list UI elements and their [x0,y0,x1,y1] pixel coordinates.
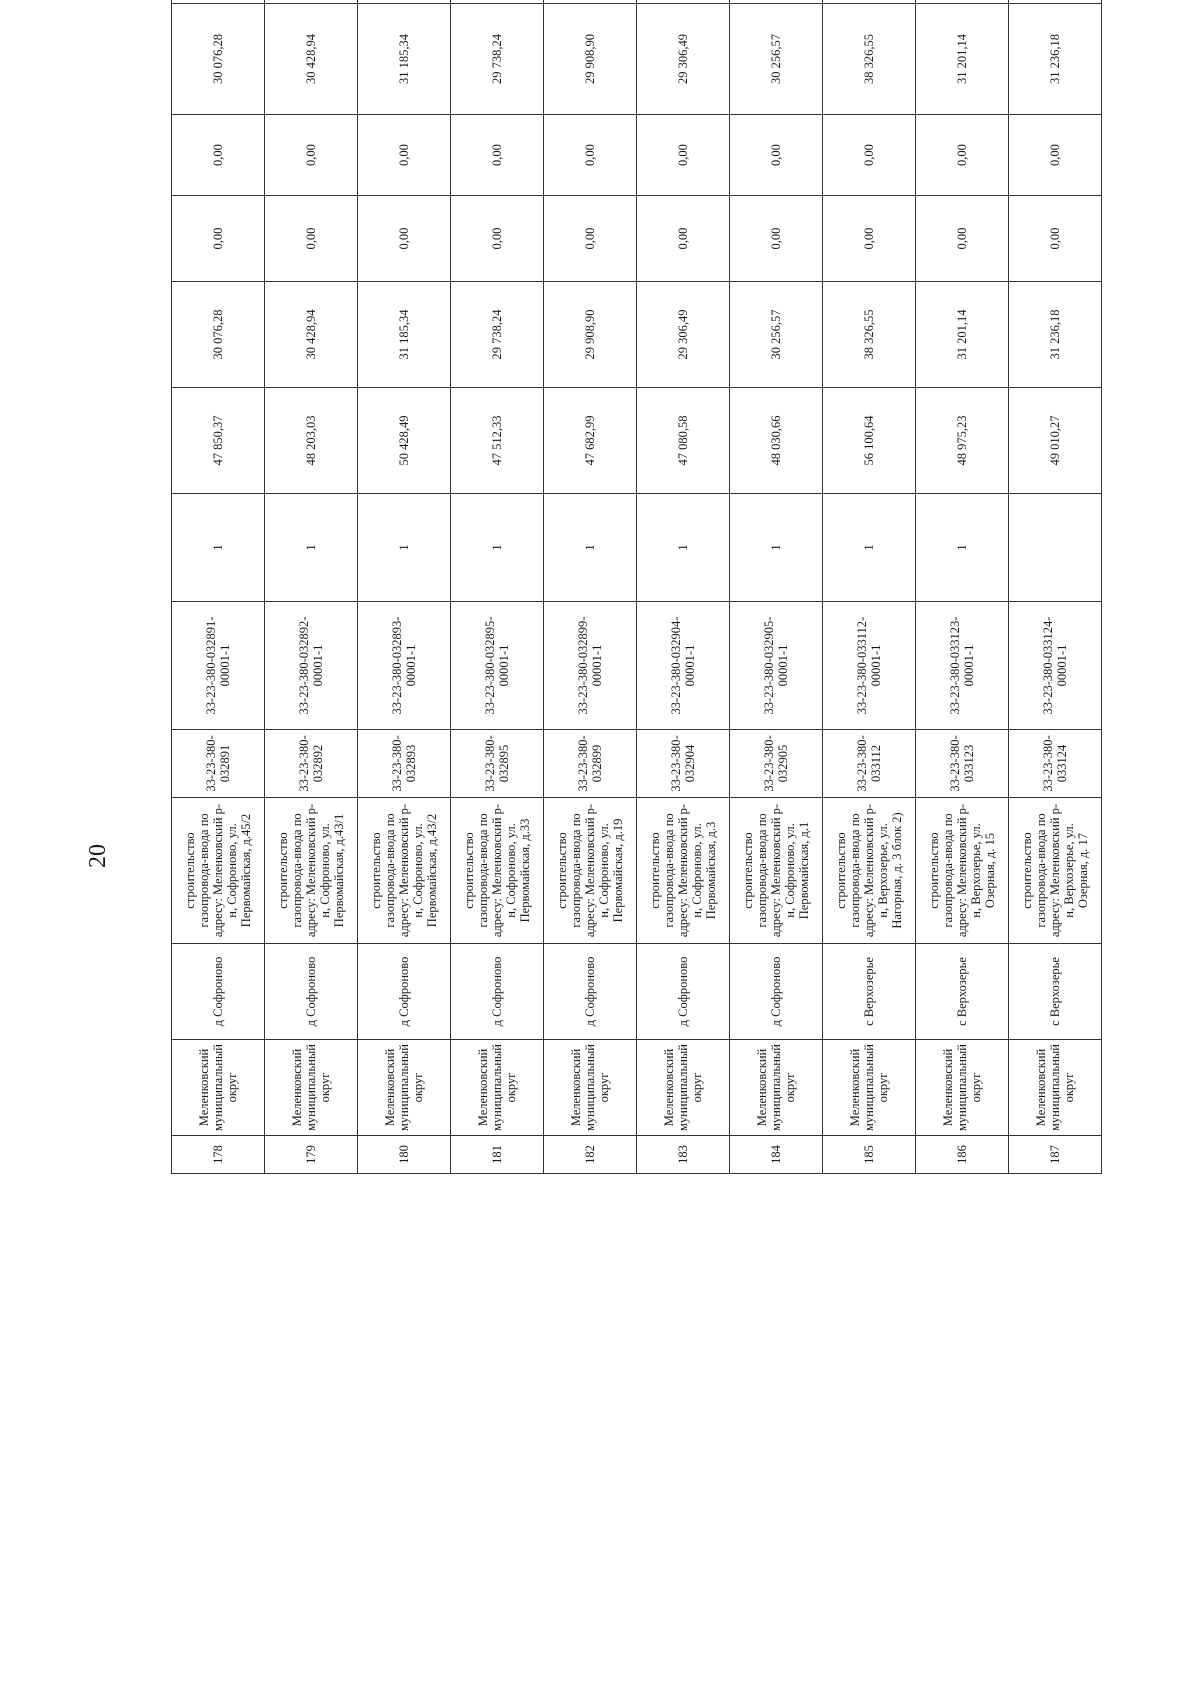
cadastral-cell: 33-23-380-032891-00001-1 [172,602,265,730]
district-cell: Меленковский муниципальный округ [172,1040,265,1136]
settlement-cell: д Софроново [265,944,358,1040]
zero-cell: 0,00 [265,196,358,282]
district-cell: Меленковский муниципальный округ [637,1040,730,1136]
code-cell: 33-23-380-033112 [823,730,916,798]
amount-cell: 30 076,28 [172,282,265,388]
total-cell: 56 100,64 [823,388,916,494]
qty-cell: 1 [916,494,1009,602]
zero-cell: 0,00 [916,115,1009,196]
amount-cell: 30 256,57 [730,4,823,115]
cadastral-cell: 33-23-380-032905-00001-1 [730,602,823,730]
district-cell: Меленковский муниципальный округ [358,1040,451,1136]
zero-cell [544,0,637,4]
district-cell: Меленковский муниципальный округ [1009,1040,1102,1136]
amount-cell: 31 201,14 [916,4,1009,115]
code-cell: 33-23-380-032891 [172,730,265,798]
zero-cell [823,0,916,4]
zero-cell: 0,00 [1009,196,1102,282]
district-cell: Меленковский муниципальный округ [451,1040,544,1136]
zero-cell: 0,00 [730,196,823,282]
total-cell: 50 428,49 [358,388,451,494]
zero-cell: 0,00 [823,196,916,282]
table-row [730,0,823,1174]
amount-cell: 30 076,28 [172,4,265,115]
row-number: 186 [916,1136,1009,1174]
code-cell: 33-23-380-032904 [637,730,730,798]
zero-cell: 0,00 [916,196,1009,282]
qty-cell: 1 [172,494,265,602]
zero-cell [730,0,823,4]
settlement-cell: д Софроново [730,944,823,1040]
settlement-cell: с Верхозерье [1009,944,1102,1040]
table-row [1009,0,1102,1174]
cadastral-cell: 33-23-380-033112-00001-1 [823,602,916,730]
amount-cell: 30 256,57 [730,282,823,388]
row-number: 181 [451,1136,544,1174]
zero-cell: 0,00 [637,196,730,282]
qty-cell [1009,494,1102,602]
amount-cell: 30 428,94 [265,282,358,388]
total-cell: 47 850,37 [172,388,265,494]
object-cell: строительство газопровода-ввода по адресу: Меленковский р-н, Софроново, ул. Первомайская, д.1 [730,798,823,944]
zero-cell [358,0,451,4]
settlement-cell: д Софроново [637,944,730,1040]
cadastral-cell: 33-23-380-033123-00001-1 [916,602,1009,730]
district-cell: Меленковский муниципальный округ [916,1040,1009,1136]
amount-cell: 29 306,49 [637,4,730,115]
object-cell: строительство газопровода-ввода по адресу: Меленковский р-н, Софроново, ул. Первомайская, д.3 [637,798,730,944]
settlement-cell: с Верхозерье [823,944,916,1040]
object-cell: строительство газопровода-ввода по адресу: Меленковский р-н, Верхозерье, ул. Озерная, д. 17 [1009,798,1102,944]
settlement-cell: д Софроново [544,944,637,1040]
amount-cell: 31 185,34 [358,4,451,115]
qty-cell: 1 [730,494,823,602]
table-row [916,0,1009,1174]
amount-cell: 31 201,14 [916,282,1009,388]
total-cell: 49 010,27 [1009,388,1102,494]
cadastral-cell: 33-23-380-032892-00001-1 [265,602,358,730]
amount-cell: 38 326,55 [823,282,916,388]
code-cell: 33-23-380-033124 [1009,730,1102,798]
table-row [172,0,265,1174]
code-cell: 33-23-380-032905 [730,730,823,798]
district-cell: Меленковский муниципальный округ [823,1040,916,1136]
code-cell: 33-23-380-032893 [358,730,451,798]
object-cell: строительство газопровода-ввода по адресу: Меленковский р-н, Софроново, ул. Первомайская, д.45/2 [172,798,265,944]
settlement-cell: д Софроново [358,944,451,1040]
zero-cell: 0,00 [637,115,730,196]
district-cell: Меленковский муниципальный округ [730,1040,823,1136]
amount-cell: 30 428,94 [265,4,358,115]
settlement-cell: д Софроново [172,944,265,1040]
zero-cell: 0,00 [172,196,265,282]
zero-cell [265,0,358,4]
row-number: 182 [544,1136,637,1174]
row-number: 184 [730,1136,823,1174]
zero-cell: 0,00 [358,196,451,282]
zero-cell: 0,00 [451,115,544,196]
cadastral-cell: 33-23-380-032893-00001-1 [358,602,451,730]
object-cell: строительство газопровода-ввода по адресу: Меленковский р-н, Верхозерье, ул. Нагорная, д. 3 блок 2) [823,798,916,944]
table-row [544,0,637,1174]
code-cell: 33-23-380-033123 [916,730,1009,798]
zero-cell: 0,00 [544,115,637,196]
zero-cell: 0,00 [358,115,451,196]
amount-cell: 29 738,24 [451,4,544,115]
amount-cell: 29 908,90 [544,4,637,115]
amount-cell: 29 908,90 [544,282,637,388]
amount-cell: 31 185,34 [358,282,451,388]
row-number: 185 [823,1136,916,1174]
table-row [451,0,544,1174]
zero-cell [637,0,730,4]
object-cell: строительство газопровода-ввода по адресу: Меленковский р-н, Софроново, ул. Первомайская, д.43/2 [358,798,451,944]
code-cell: 33-23-380-032895 [451,730,544,798]
qty-cell: 1 [544,494,637,602]
cadastral-cell: 33-23-380-032895-00001-1 [451,602,544,730]
total-cell: 48 975,23 [916,388,1009,494]
code-cell: 33-23-380-032892 [265,730,358,798]
zero-cell [172,0,265,4]
row-number: 187 [1009,1136,1102,1174]
qty-cell: 1 [823,494,916,602]
rotated-table-wrapper [171,34,1102,1174]
zero-cell [916,0,1009,4]
row-number: 178 [172,1136,265,1174]
settlement-cell: д Софроново [451,944,544,1040]
qty-cell: 1 [637,494,730,602]
total-cell: 48 203,03 [265,388,358,494]
total-cell: 47 080,58 [637,388,730,494]
code-cell: 33-23-380-032899 [544,730,637,798]
row-number: 183 [637,1136,730,1174]
settlement-cell: с Верхозерье [916,944,1009,1040]
object-cell: строительство газопровода-ввода по адресу: Меленковский р-н, Софроново, ул. Первомайская, д.43/1 [265,798,358,944]
cadastral-cell: 33-23-380-032904-00001-1 [637,602,730,730]
zero-cell: 0,00 [823,115,916,196]
table-row [358,0,451,1174]
qty-cell: 1 [451,494,544,602]
page-number: 20 [85,844,111,868]
total-cell: 48 030,66 [730,388,823,494]
object-cell: строительство газопровода-ввода по адресу: Меленковский р-н, Софроново, ул. Первомайская, д.33 [451,798,544,944]
zero-cell: 0,00 [1009,115,1102,196]
zero-cell: 0,00 [172,115,265,196]
table-row [637,0,730,1174]
district-cell: Меленковский муниципальный округ [265,1040,358,1136]
zero-cell: 0,00 [265,115,358,196]
zero-cell: 0,00 [451,196,544,282]
amount-cell: 29 306,49 [637,282,730,388]
amount-cell: 29 738,24 [451,282,544,388]
qty-cell: 1 [358,494,451,602]
zero-cell: 0,00 [730,115,823,196]
row-number: 180 [358,1136,451,1174]
table-row [823,0,916,1174]
cadastral-cell: 33-23-380-032899-00001-1 [544,602,637,730]
total-cell: 47 512,33 [451,388,544,494]
district-cell: Меленковский муниципальный округ [544,1040,637,1136]
amount-cell: 38 326,55 [823,4,916,115]
object-cell: строительство газопровода-ввода по адресу: Меленковский р-н, Верхозерье, ул. Озерная, д. 15 [916,798,1009,944]
amount-cell: 31 236,18 [1009,4,1102,115]
zero-cell [1009,0,1102,4]
amount-cell: 31 236,18 [1009,282,1102,388]
zero-cell [451,0,544,4]
row-number: 179 [265,1136,358,1174]
registry-table [171,0,1102,1174]
total-cell: 47 682,99 [544,388,637,494]
cadastral-cell: 33-23-380-033124-00001-1 [1009,602,1102,730]
object-cell: строительство газопровода-ввода по адресу: Меленковский р-н, Софроново, ул. Первомайская, д.19 [544,798,637,944]
table-row [265,0,358,1174]
qty-cell: 1 [265,494,358,602]
zero-cell: 0,00 [544,196,637,282]
